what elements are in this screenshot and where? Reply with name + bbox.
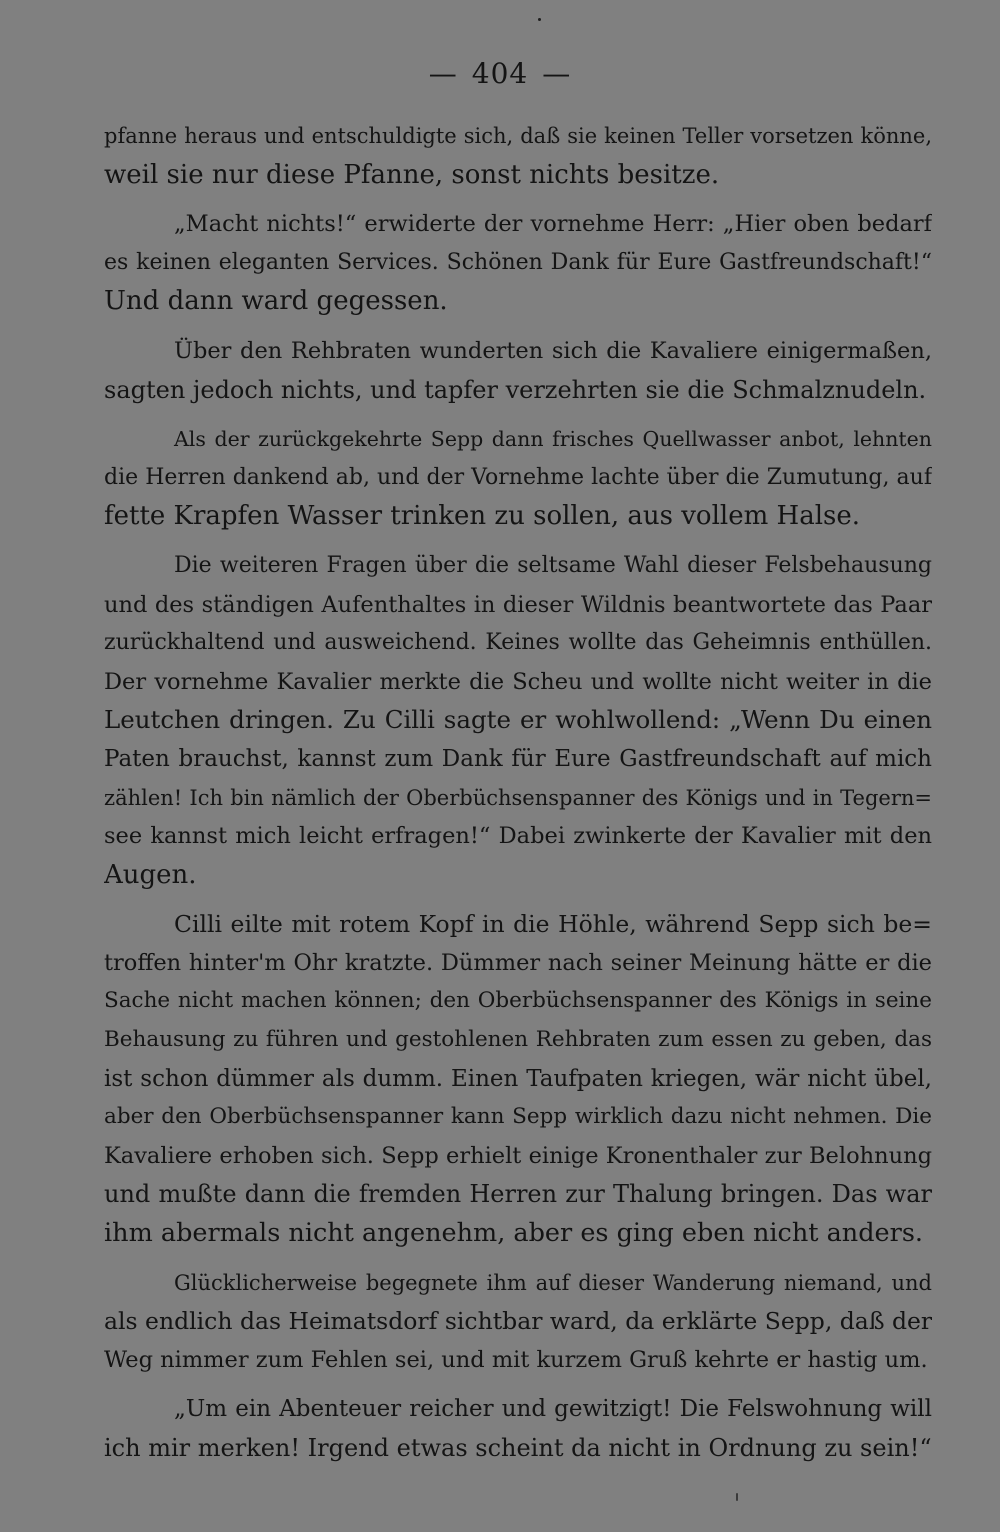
text-line: troffen hinter'm Ohr kratzte. Dümmer nach seiner Meinung hätte er die <box>104 949 932 976</box>
text-line: ihm abermals nicht angenehm, aber es ging eben nicht anders. <box>104 1218 924 1249</box>
paragraph <box>104 420 932 536</box>
text-line: „Macht nichts!“ erwiderte der vornehme Herr: „Hier oben bedarf <box>174 211 932 238</box>
text-line: fette Krapfen Wasser trinken zu sollen, aus vollem Halse. <box>104 501 861 532</box>
text-line: Leutchen dringen. Zu Cilli sagte er wohlwollend: „Wenn Du einen <box>104 705 932 735</box>
text-line: Der vornehme Kavalier merkte die Scheu und wollte nicht weiter in die <box>104 668 932 695</box>
text-line: die Herren dankend ab, und der Vornehme lachte über die Zumutung, auf <box>104 464 932 490</box>
paragraph-gap <box>104 321 932 332</box>
paragraph <box>104 332 932 409</box>
text-line: es keinen eleganten Services. Schönen Dank für Eure Gastfreundschaft!“ <box>104 249 932 275</box>
text-line: Kavaliere erhoben sich. Sepp erhielt einige Kronenthaler zur Belohnung <box>104 1142 932 1169</box>
text-line: und mußte dann die fremden Herren zur Thalung bringen. Das war <box>104 1180 932 1209</box>
text-line: Über den Rehbraten wunderten sich die Kavaliere einigermaßen, <box>174 337 932 364</box>
paragraph <box>104 205 932 321</box>
paragraph-gap <box>104 1379 932 1390</box>
text-line: Und dann ward gegessen. <box>104 286 448 317</box>
print-speck <box>538 18 541 21</box>
text-line: pfanne heraus und entschuldigte sich, daß sie keinen Teller vorsetzen könne, <box>104 124 932 148</box>
paragraph-gap <box>104 536 932 547</box>
text-line: Augen. <box>104 859 197 890</box>
paragraph <box>104 547 932 894</box>
text-line: Cilli eilte mit rotem Kopf in die Höhle, während Sepp sich be= <box>174 910 932 939</box>
text-line: Sache nicht machen können; den Oberbüchsenspanner des Königs in seine <box>104 988 932 1014</box>
body-text <box>104 117 932 1468</box>
text-line: und des ständigen Aufenthaltes in dieser Wildnis beantwortete das Paar <box>104 591 932 618</box>
text-line: ich mir merken! Irgend etwas scheint da nicht in Ordnung zu sein!“ <box>104 1434 932 1462</box>
text-line: Paten brauchst, kannst zum Dank für Eure Gastfreundschaft auf mich <box>104 745 932 772</box>
paragraph-gap <box>104 409 932 420</box>
print-speck <box>736 1493 738 1501</box>
header-dash-right: — <box>542 57 572 90</box>
paragraph-gap <box>104 1253 932 1264</box>
text-line: weil sie nur diese Pfanne, sonst nichts besitze. <box>104 159 720 190</box>
paragraph-gap <box>104 894 932 905</box>
paragraph <box>104 905 932 1252</box>
paragraph <box>104 117 932 194</box>
text-line: zurückhaltend und ausweichend. Keines wollte das Geheimnis enthüllen. <box>104 630 932 656</box>
text-line: Weg nimmer zum Fehlen sei, und mit kurzem Gruß kehrte er hastig um. <box>104 1346 928 1373</box>
page-header <box>0 56 1000 92</box>
text-line: ist schon dümmer als dumm. Einen Taufpaten kriegen, wär nicht übel, <box>104 1065 932 1092</box>
text-line: Die weiteren Fragen über die seltsame Wahl dieser Felsbehausung <box>174 552 932 578</box>
text-line: Glücklicherweise begegnete ihm auf dieser Wanderung niemand, und <box>174 1270 932 1295</box>
text-line: Behausung zu führen und gestohlenen Rehbraten zum essen zu geben, das <box>104 1027 932 1053</box>
text-line: „Um ein Abenteuer reicher und gewitzigt! Die Felswohnung will <box>174 1396 932 1423</box>
text-line: Als der zurückgekehrte Sepp dann frisches Quellwasser anbot, lehnten <box>174 427 932 452</box>
text-line: sagten jedoch nichts, und tapfer verzehrten sie die Schmalznudeln. <box>104 375 927 404</box>
paragraph <box>104 1264 932 1380</box>
paragraph <box>104 1390 932 1467</box>
text-line: als endlich das Heimatsdorf sichtbar ward, da erklärte Sepp, daß der <box>104 1307 932 1336</box>
page-number: 404 <box>471 57 529 90</box>
text-line: aber den Oberbüchsenspanner kann Sepp wirklich dazu nicht nehmen. Die <box>104 1104 932 1130</box>
header-dash-left: — <box>428 57 458 90</box>
text-line: zählen! Ich bin nämlich der Oberbüchsenspanner des Königs und in Tegern= <box>104 785 932 810</box>
text-line: see kannst mich leicht erfragen!“ Dabei zwinkerte der Kavalier mit den <box>104 823 932 850</box>
paragraph-gap <box>104 194 932 205</box>
